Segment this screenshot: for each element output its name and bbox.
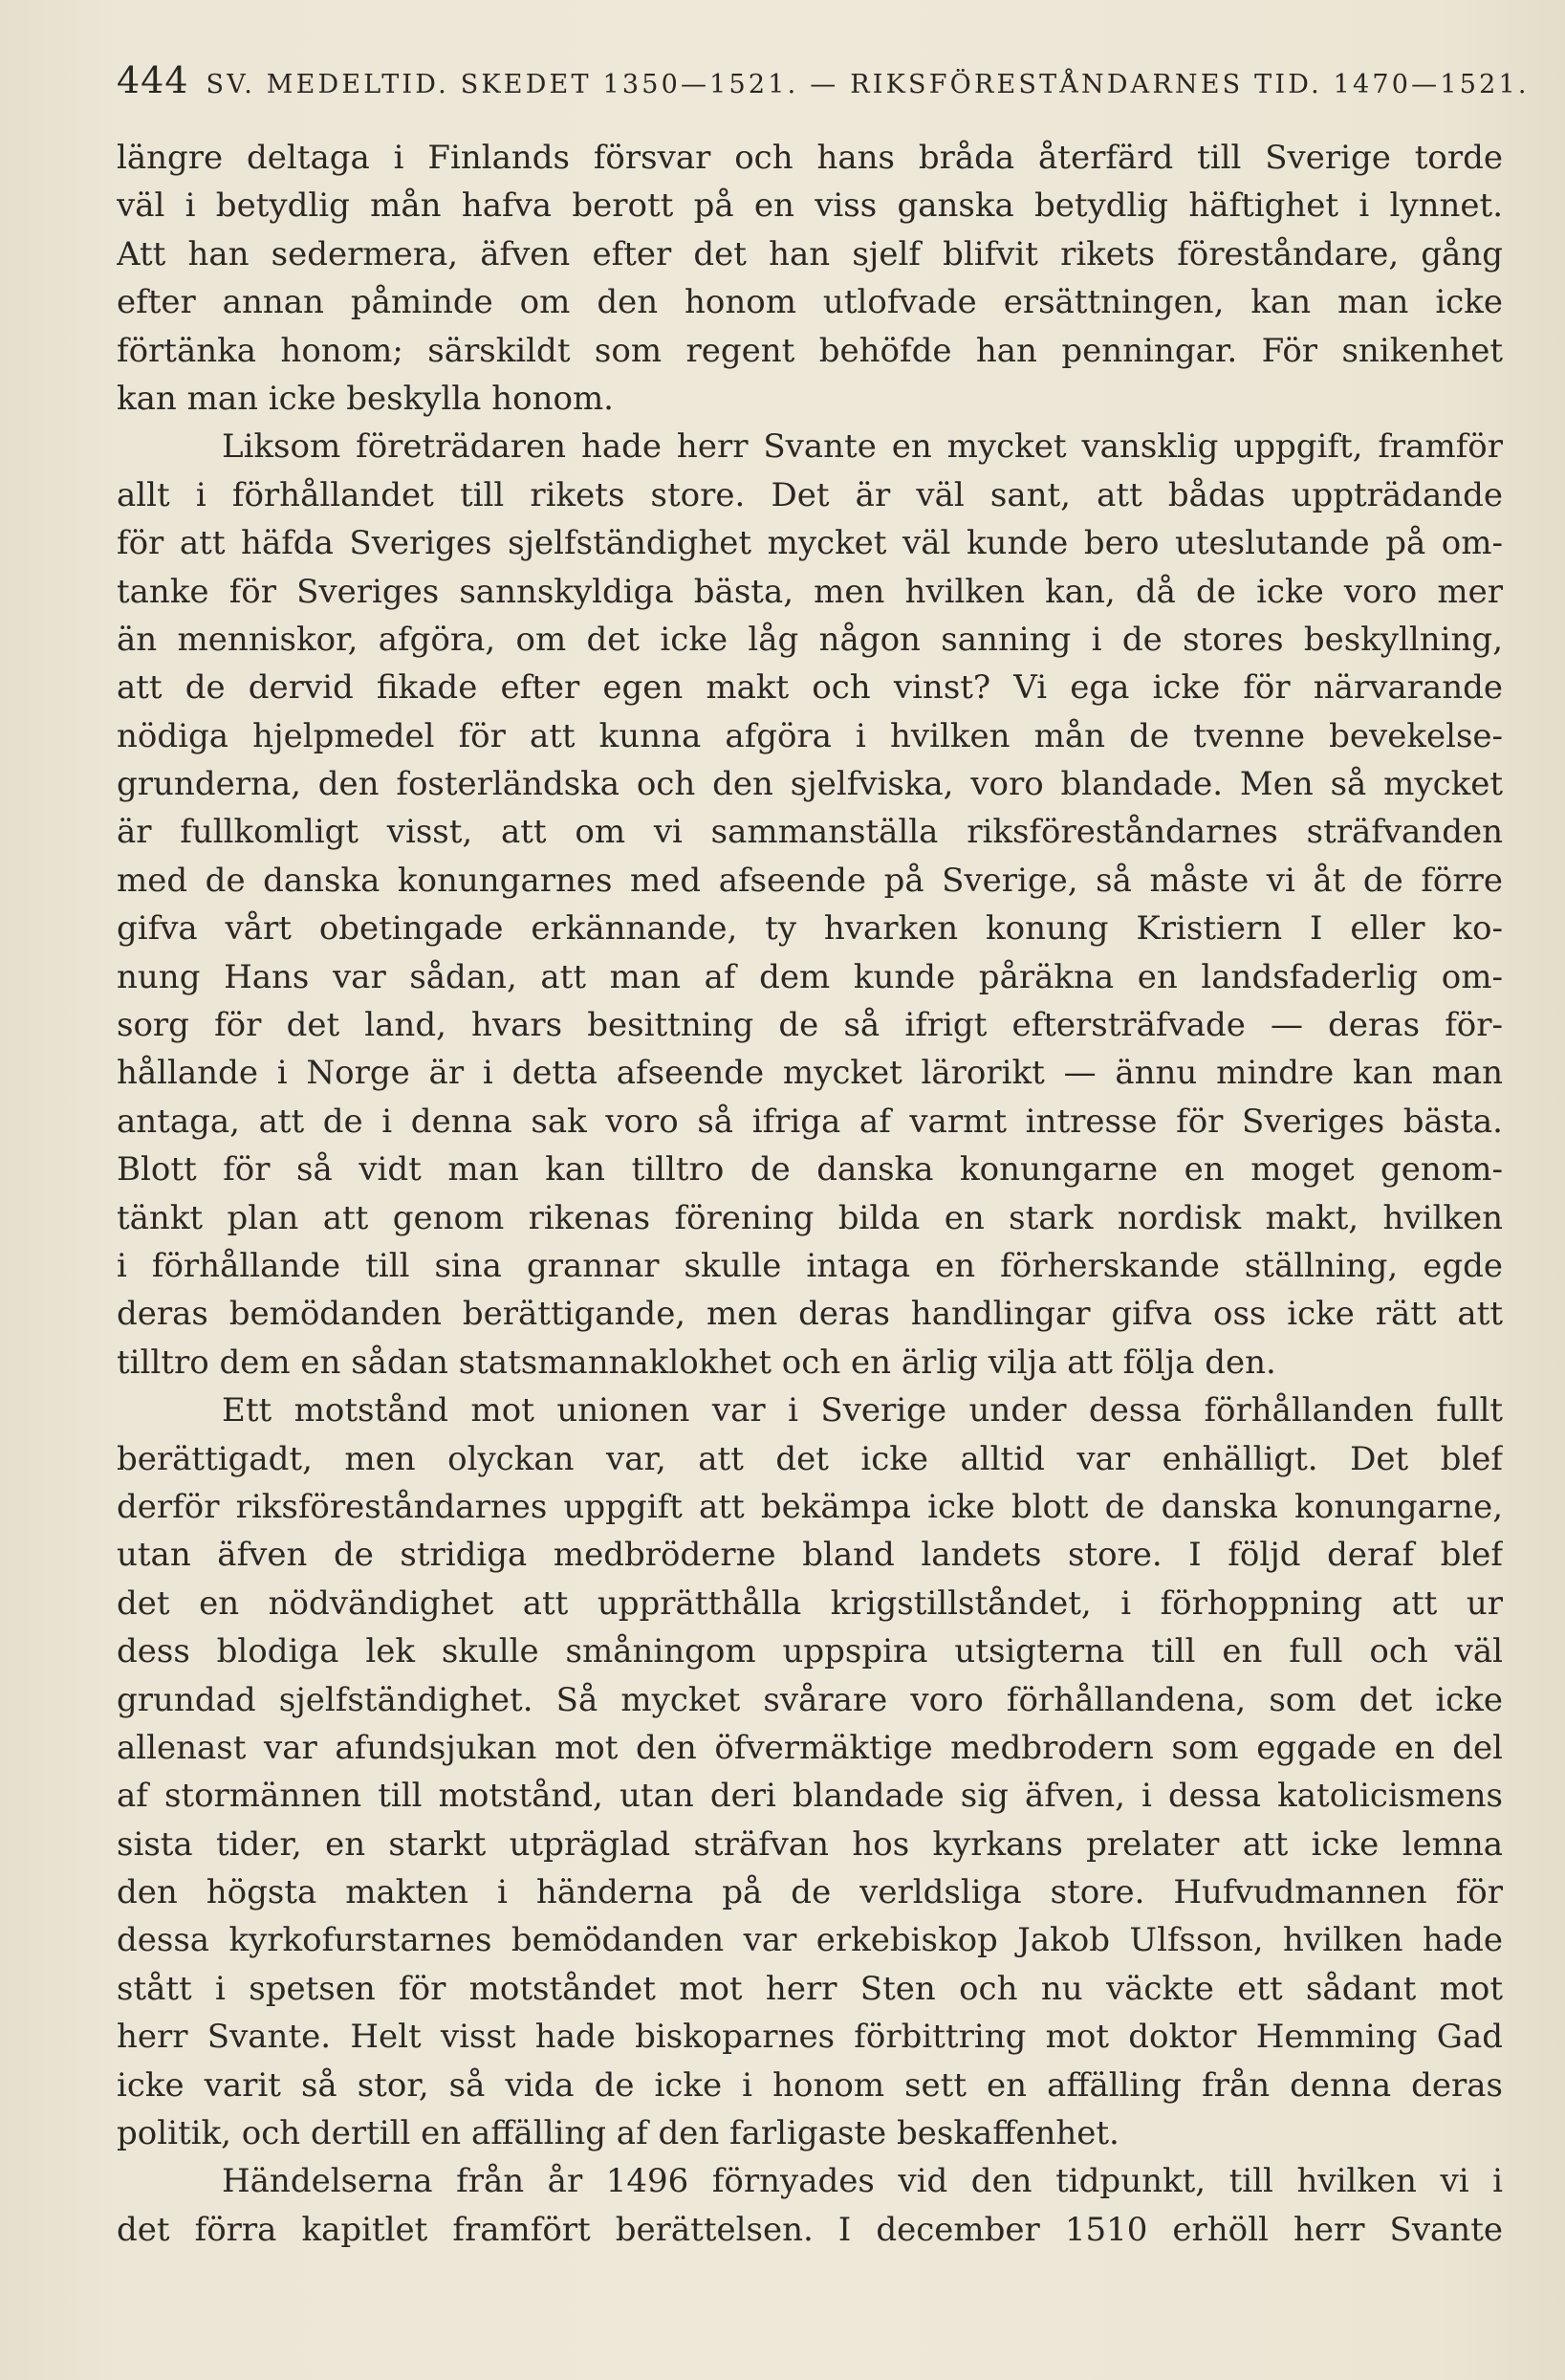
text-line: tänkt plan att genom rikenas förening bilda en stark nordisk makt, hvilken <box>117 1198 1503 1237</box>
text-line: i förhållande till sina grannar skulle intaga en förherskande ställning, egde <box>117 1246 1503 1285</box>
text-line: för att häfda Sveriges sjelfständighet mycket väl kunde bero uteslutande på om- <box>117 524 1503 563</box>
text-line: förtänka honom; särskildt som regent behöfde han penningar. För snikenhet <box>117 331 1503 370</box>
page-text <box>117 134 1503 2254</box>
running-title: SV. MEDELTID. SKEDET 1350—1521. — RIKSFÖRESTÅNDARNES TID. 1470—1521. <box>206 70 1530 99</box>
text-line: nung Hans var sådan, att man af dem kunde påräkna en landsfaderlig om- <box>117 957 1503 996</box>
text-line: deras bemödanden berättigande, men deras handlingar gifva oss icke rätt att <box>117 1295 1503 1334</box>
text-line: Liksom företrädaren hade herr Svante en mycket vansklig uppgift, framför <box>222 427 1503 467</box>
text-line: det en nödvändighet att upprätthålla krigstillståndet, i förhoppning att ur <box>117 1583 1503 1623</box>
text-line: stått i spetsen för motståndet mot herr Sten och nu väckte ett sådant mot <box>117 1969 1503 2008</box>
text-line: gifva vårt obetingade erkännande, ty hvarken konung Kristiern I eller ko- <box>117 909 1503 949</box>
text-line: allt i förhållandet till rikets store. Det är väl sant, att bådas uppträdande <box>117 475 1503 514</box>
text-line: antaga, att de i denna sak voro så ifriga af varmt intresse för Sveriges bästa. <box>117 1102 1503 1141</box>
text-line: den högsta makten i händerna på de verldsliga store. Hufvudmannen för <box>117 1873 1503 1912</box>
text-line: väl i betydlig mån hafva berott på en viss ganska betydlig häftighet i lynnet. <box>117 186 1503 226</box>
text-line: herr Svante. Helt visst hade biskoparnes förbittring mot doktor Hemming Gad <box>117 2018 1503 2057</box>
text-line: sista tider, en starkt utpräglad sträfvan hos kyrkans prelater att icke lemna <box>117 1824 1503 1864</box>
text-line: dessa kyrkofurstarnes bemödanden var erkebiskop Jakob Ulfsson, hvilken hade <box>117 1921 1503 1960</box>
text-line: dess blodiga lek skulle småningom uppspira utsigterna till en full och väl <box>117 1632 1503 1671</box>
text-line: tanke för Sveriges sannskyldiga bästa, men hvilken kan, då de icke voro mer <box>117 572 1503 611</box>
text-line: är fullkomligt visst, att om vi sammanställa riksföreståndarnes sträfvanden <box>117 813 1503 852</box>
text-line: sorg för det land, hvars besittning de så ifrigt eftersträfvade — deras för- <box>117 1006 1503 1045</box>
text-line: Blott för så vidt man kan tilltro de danska konungarne en moget genom- <box>117 1150 1503 1190</box>
text-line: derför riksföreståndarnes uppgift att bekämpa icke blott de danska konungarne, <box>117 1487 1503 1526</box>
running-header <box>117 59 1530 117</box>
text-line: Att han sedermera, äfven efter det han sjelf blifvit rikets föreståndare, gång <box>117 234 1503 273</box>
text-line: allenast var afundsjukan mot den öfvermäktige medbrodern som eggade en del <box>117 1728 1503 1767</box>
text-line: hållande i Norge är i detta afseende mycket lärorikt — ännu mindre kan man <box>117 1054 1503 1093</box>
text-line: politik, och dertill en affälling af den farligaste beskaffenhet. <box>117 2114 1119 2153</box>
text-line: med de danska konungarnes med afseende på Sverige, så måste vi åt de förre <box>117 861 1503 900</box>
text-line: det förra kapitlet framfört berättelsen. I december 1510 erhöll herr Svante <box>117 2210 1503 2249</box>
text-line: Händelserna från år 1496 förnyades vid den tidpunkt, till hvilken vi i <box>222 2162 1503 2201</box>
text-line: af stormännen till motstånd, utan deri blandade sig äfven, i dessa katolicismens <box>117 1777 1503 1816</box>
text-line: berättigadt, men olyckan var, att det icke alltid var enhälligt. Det blef <box>117 1439 1503 1478</box>
text-line: nödiga hjelpmedel för att kunna afgöra i hvilken mån de tvenne bevekelse- <box>117 716 1503 755</box>
text-line: grunderna, den fosterländska och den sjelfviska, voro blandade. Men så mycket <box>117 765 1503 804</box>
text-line: utan äfven de stridiga medbröderne bland landets store. I följd deraf blef <box>117 1536 1503 1575</box>
text-line: längre deltaga i Finlands försvar och hans bråda återfärd till Sverige torde <box>117 139 1503 177</box>
text-line: att de dervid fikade efter egen makt och vinst? Vi ega icke för närvarande <box>117 668 1503 708</box>
text-line: kan man icke beskylla honom. <box>117 379 614 418</box>
text-line: tilltro dem en sådan statsmannaklokhet och en ärlig vilja att följa den. <box>117 1343 1276 1382</box>
text-line: än menniskor, afgöra, om det icke låg någon sanning i de stores beskyllning, <box>117 620 1503 659</box>
text-line: grundad sjelfständighet. Så mycket svårare voro förhållandena, som det icke <box>117 1680 1503 1719</box>
text-line: Ett motstånd mot unionen var i Sverige under dessa förhållanden fullt <box>222 1391 1503 1430</box>
text-line: icke varit så stor, så vida de icke i honom sett en affälling från denna deras <box>117 2065 1503 2105</box>
page-number: 444 <box>117 59 189 101</box>
text-line: efter annan påminde om den honom utlofvade ersättningen, kan man icke <box>117 283 1503 322</box>
